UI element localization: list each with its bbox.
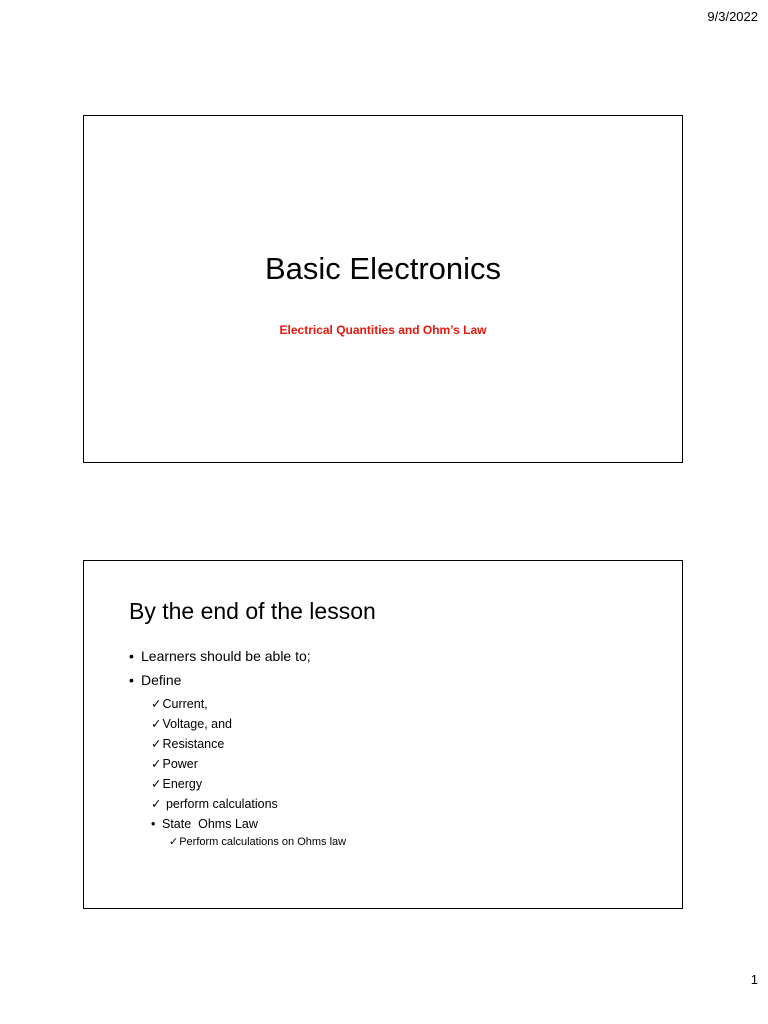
bullet-list (129, 649, 346, 849)
slide-title: Basic Electronics (264, 251, 502, 286)
objectives-slide (83, 560, 683, 909)
define-item (151, 697, 346, 711)
page-date: 9/3/2022 (707, 9, 758, 24)
define-item-text: Current, (162, 697, 208, 711)
define-item-text: Power (162, 757, 198, 771)
checkmark-icon: ✓ (169, 836, 179, 848)
define-item-text: Voltage, and (162, 717, 232, 731)
list-item-text: Learners should be able to; (141, 648, 311, 664)
checkmark-icon: ✓ (151, 777, 162, 791)
slide-subtitle: Electrical Quantities and Ohm’s Law (279, 323, 487, 337)
checkmark-icon: ✓ (151, 737, 162, 751)
state-subitem-text: Perform calculations on Ohms law (179, 836, 347, 848)
define-item (151, 737, 346, 751)
define-item-text: perform calculations (162, 797, 278, 811)
state-subitem (169, 836, 346, 849)
checkmark-icon: ✓ (151, 797, 162, 811)
define-item (151, 797, 346, 811)
define-item-text: Resistance (162, 737, 225, 751)
define-item-text: Energy (162, 777, 203, 791)
list-item (129, 649, 346, 664)
state-item (151, 817, 346, 831)
define-item (151, 757, 346, 771)
define-item (151, 717, 346, 731)
title-slide (83, 115, 683, 463)
list-item (129, 673, 346, 688)
bullet-icon: • (151, 817, 156, 831)
list-item-text: Define (141, 672, 182, 688)
bullet-icon: • (129, 672, 134, 688)
checkmark-icon: ✓ (151, 697, 162, 711)
state-item-text: State Ohms Law (162, 817, 258, 831)
define-item (151, 777, 346, 791)
bullet-icon: • (129, 648, 134, 664)
slide-title: By the end of the lesson (129, 598, 376, 624)
page-number: 1 (750, 972, 758, 987)
checkmark-icon: ✓ (151, 757, 162, 771)
checkmark-icon: ✓ (151, 717, 162, 731)
